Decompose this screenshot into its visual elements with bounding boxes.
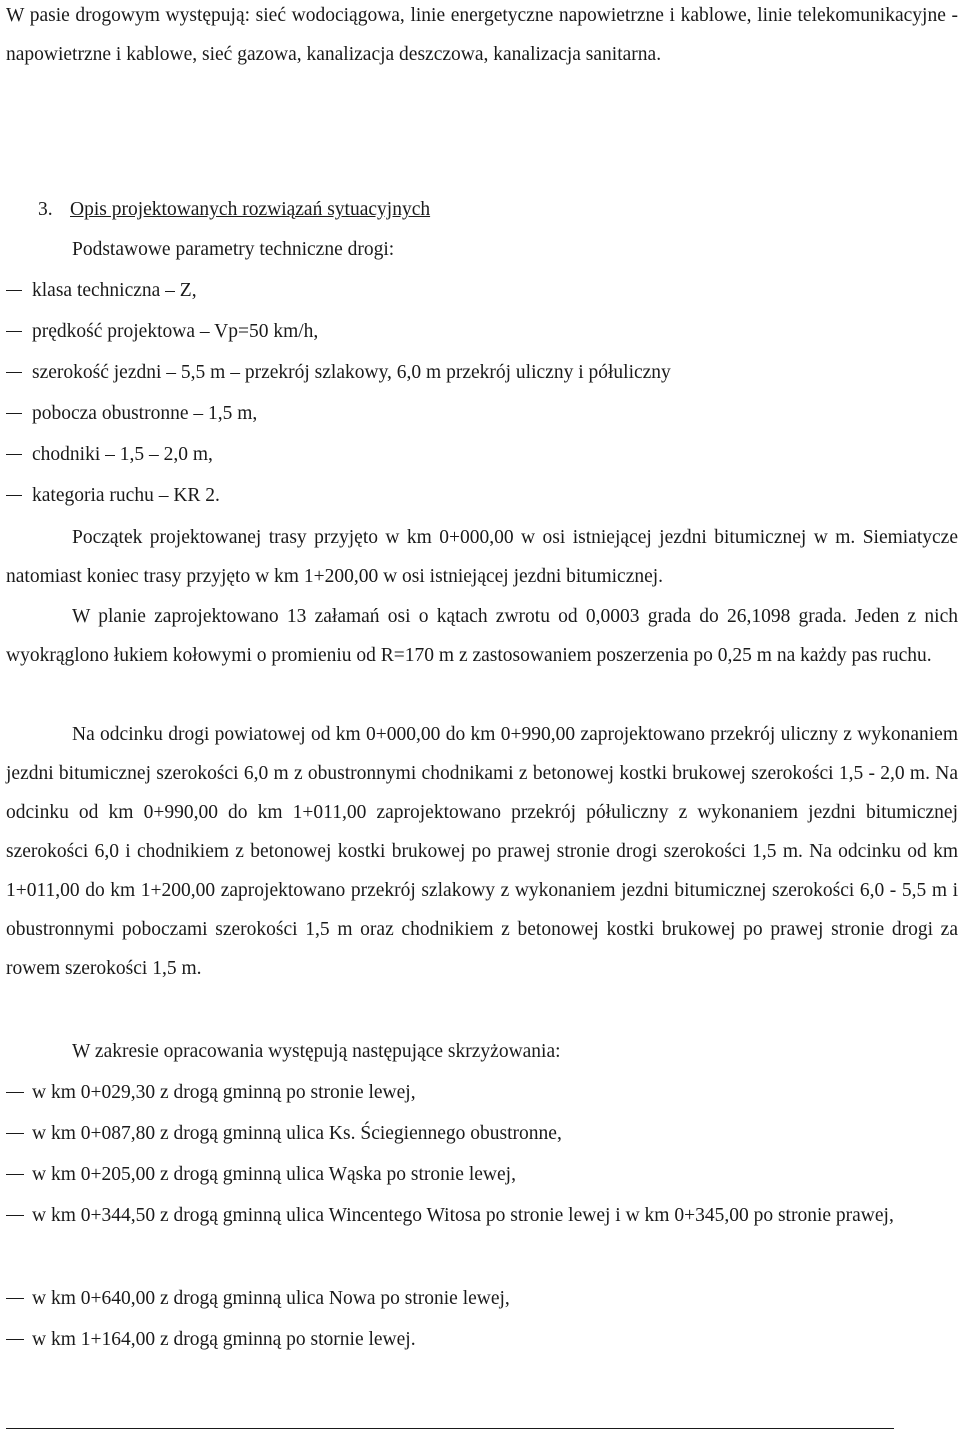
- dash-bullet: [6, 1133, 24, 1134]
- list-item: klasa techniczna – Z,: [6, 271, 958, 310]
- dash-bullet: [6, 372, 22, 373]
- list-item: w km 0+344,50 z drogą gminną ulica Wincentego Witosa po stronie lewej i w km 0+345,00 po stronie prawej,: [6, 1196, 958, 1235]
- dash-bullet: [6, 1174, 24, 1175]
- section-number: 3.: [38, 199, 53, 220]
- list-item: chodniki – 1,5 – 2,0 m,: [6, 435, 958, 474]
- list-item: w km 0+205,00 z drogą gminną ulica Wąska po stronie lewej,: [6, 1155, 958, 1194]
- list-item: w km 1+164,00 z drogą gminną po stornie lewej.: [6, 1320, 958, 1359]
- dash-bullet: [6, 331, 22, 332]
- section-heading: [38, 190, 430, 229]
- dash-bullet: [6, 495, 22, 496]
- list-item: kategoria ruchu – KR 2.: [6, 476, 958, 515]
- list-item: w km 0+640,00 z drogą gminną ulica Nowa po stronie lewej,: [6, 1279, 958, 1318]
- dash-bullet: [6, 1092, 24, 1093]
- cross-section-paragraph: Na odcinku drogi powiatowej od km 0+000,00 do km 0+990,00 zaprojektowano przekrój uliczny z wykonaniem jezdni bitumicznej szerokości 6,0 m z obustronnymi chodnikami z betonowej kostki brukowej szerokości 1,5 - 2,0 m. Na odcinku od km 0+990,00 do km 1+011,00 zaprojektowano przekrój półuliczny z wykonaniem jezdni bitumicznej szerokości 6,0 i chodnikiem z betonowej kostki brukowej po prawej stronie drogi szerokości 1,5 m. Na odcinku od km 1+011,00 do km 1+200,00 zaprojektowano przekrój szlakowy z wykonaniem jezdni bitumicznej szerokości 6,0 - 5,5 m i obustronnymi poboczami szerokości 1,5 m oraz chodnikiem z betonowej kostki brukowej po prawej stronie drogi za rowem szerokości 1,5 m.: [6, 724, 958, 979]
- dash-bullet: [6, 454, 22, 455]
- intro-paragraph: W pasie drogowym występują: sieć wodociągowa, linie energetyczne napowietrzne i kablowe, linie telekomunikacyjne - napowietrzne i kablowe, sieć gazowa, kanalizacja deszczowa, kanalizacja sanitarna.: [6, 5, 958, 65]
- dash-bullet: [6, 290, 22, 291]
- intersections-intro: W zakresie opracowania występują następujące skrzyżowania:: [72, 1041, 561, 1062]
- dash-bullet: [6, 413, 22, 414]
- plan-paragraph: W planie zaprojektowano 13 załamań osi o kątach zwrotu od 0,0003 grada do 26,1098 grada. Jeden z nich wyokrąglono łukiem kołowymi o promieniu od R=170 m z zastosowaniem poszerzenia po 0,25 m na każdy pas ruchu.: [6, 606, 958, 666]
- section-title: Opis projektowanych rozwiązań sytuacyjnych: [70, 199, 431, 220]
- list-item: w km 0+087,80 z drogą gminną ulica Ks. Ściegiennego obustronne,: [6, 1114, 958, 1153]
- start-end-paragraph: Początek projektowanej trasy przyjęto w km 0+000,00 w osi istniejącej jezdni bitumicznej w m. Siemiatycze natomiast koniec trasy przyjęto w km 1+200,00 w osi istniejącej jezdni bitumicznej.: [6, 527, 958, 587]
- dash-bullet: [6, 1298, 24, 1299]
- params-intro: Podstawowe parametry techniczne drogi:: [72, 239, 395, 260]
- list-item: szerokość jezdni – 5,5 m – przekrój szlakowy, 6,0 m przekrój uliczny i półuliczny: [6, 353, 958, 392]
- dash-bullet: [6, 1215, 24, 1216]
- list-item: pobocza obustronne – 1,5 m,: [6, 394, 958, 433]
- list-item: prędkość projektowa – Vp=50 km/h,: [6, 312, 958, 351]
- footer-rule: [6, 1428, 894, 1429]
- dash-bullet: [6, 1339, 24, 1340]
- list-item: w km 0+029,30 z drogą gminną po stronie lewej,: [6, 1073, 958, 1112]
